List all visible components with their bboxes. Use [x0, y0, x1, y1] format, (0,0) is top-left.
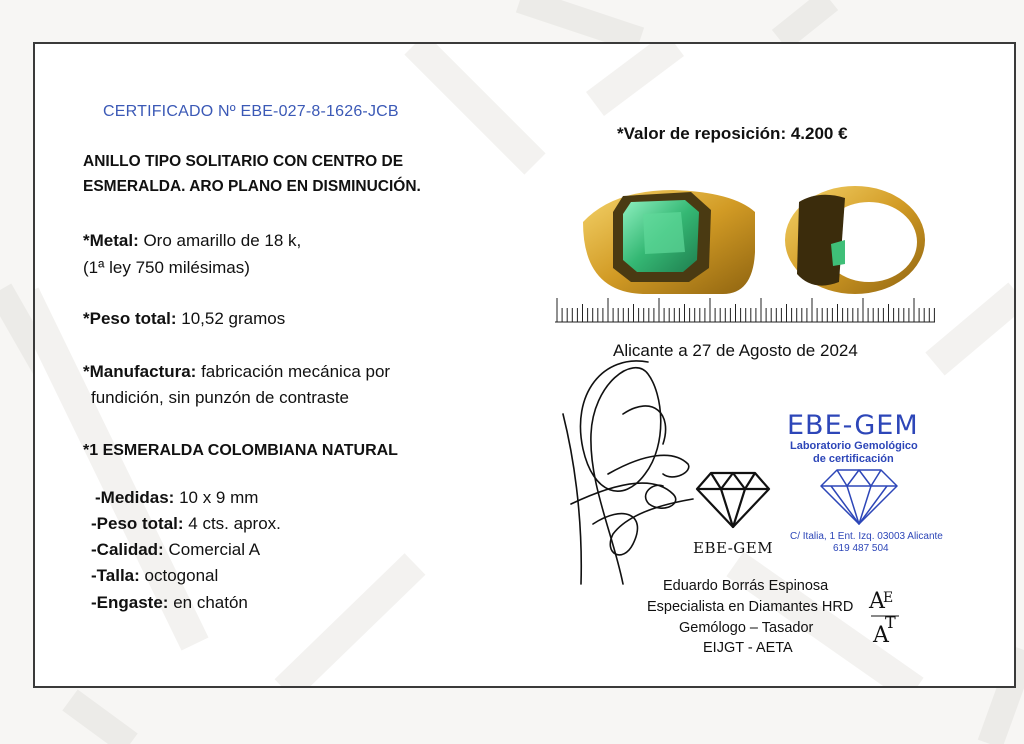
stone-heading: *1 ESMERALDA COLOMBIANA NATURAL	[83, 442, 398, 459]
spec-setting	[91, 593, 248, 613]
lab-stamp-title: EBE-GEM	[787, 410, 919, 441]
spec-value: 10 x 9 mm	[174, 488, 259, 507]
spec-value: 4 cts. aprox.	[183, 514, 281, 533]
lab-stamp-line-1: Laboratorio Gemológico	[790, 440, 918, 452]
aeta-logo	[867, 582, 903, 646]
svg-text:A: A	[869, 589, 885, 614]
spec-quality	[91, 540, 260, 560]
signer-name: Eduardo Borrás Espinosa	[663, 578, 829, 594]
spec-value: octogonal	[139, 566, 219, 585]
manufacture-value-2: fundición, sin punzón de contraste	[91, 388, 350, 407]
lab-stamp-phone: 619 487 504	[833, 543, 889, 554]
spec-label: -Engaste:	[91, 593, 169, 612]
place-and-date: Alicante a 27 de Agosto de 2024	[613, 341, 858, 360]
weight-value: 10,52 gramos	[176, 309, 286, 328]
replacement-value: *Valor de reposición: 4.200 €	[617, 124, 848, 143]
lab-stamp-diamond-icon	[819, 466, 899, 526]
manufacture-label: *Manufactura:	[83, 362, 197, 381]
spec-cut	[91, 566, 218, 586]
spec-weight	[91, 514, 281, 534]
manufacture-value: fabricación mecánica por	[196, 362, 391, 381]
weight-label: *Peso total:	[83, 309, 177, 328]
metal-value: Oro amarillo de 18 k,	[138, 231, 302, 250]
item-description-line-2: ESMERALDA. ARO PLANO EN DISMINUCIÓN.	[83, 178, 421, 195]
lab-stamp-line-2: de certificación	[813, 453, 894, 465]
metal-note: (1ª ley 750 milésimas)	[83, 258, 250, 277]
ring-photo	[583, 182, 928, 300]
spec-measurements	[95, 488, 258, 508]
spec-label: -Talla:	[91, 566, 140, 585]
svg-text:A: A	[873, 623, 889, 646]
ebegem-logo-text: EBE-GEM	[693, 539, 774, 557]
weight-row	[83, 309, 285, 329]
certificate-frame	[33, 42, 1016, 688]
measurement-ruler	[555, 296, 935, 328]
lab-stamp-address: C/ Italia, 1 Ent. Izq. 03003 Alicante	[790, 531, 943, 542]
metal-label: *Metal:	[83, 231, 139, 250]
manufacture-row	[83, 362, 390, 382]
signer-affiliations: EIJGT - AETA	[703, 640, 793, 656]
signer-title-1: Especialista en Diamantes HRD	[647, 599, 854, 615]
svg-text:E: E	[883, 590, 894, 606]
signer-title-2: Gemólogo – Tasador	[679, 620, 814, 636]
spec-label: -Calidad:	[91, 540, 164, 559]
metal-row	[83, 231, 301, 251]
handwritten-signature	[553, 354, 703, 599]
certificate-number: CERTIFICADO Nº EBE-027-8-1626-JCB	[103, 103, 399, 120]
spec-label: -Medidas:	[95, 488, 175, 507]
spec-label: -Peso total:	[91, 514, 184, 533]
ebegem-diamond-logo-icon	[695, 469, 771, 529]
item-description-line-1: ANILLO TIPO SOLITARIO CON CENTRO DE	[83, 153, 404, 170]
spec-value: Comercial A	[163, 540, 261, 559]
spec-value: en chatón	[168, 593, 248, 612]
svg-text:T: T	[885, 613, 896, 632]
